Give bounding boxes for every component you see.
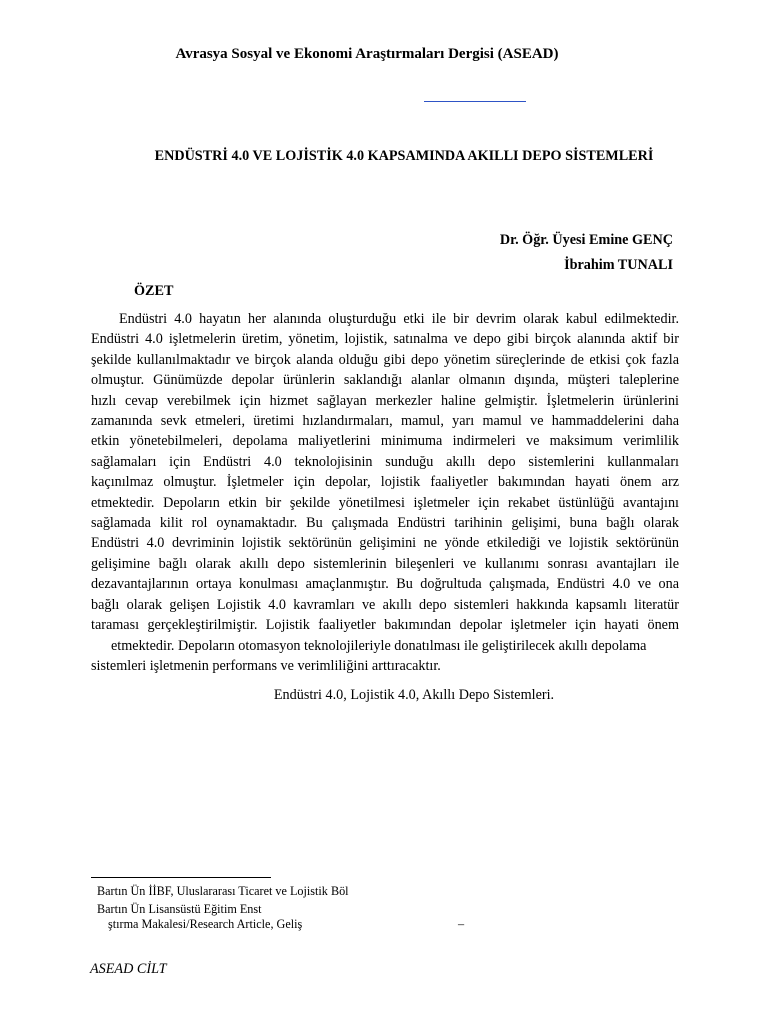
abstract-line: Endüstri 4.0 işletmelerin üretim, yönetim, lojistik, satınalma ve depo gibi birçok alanında aktif bir xyxy=(91,331,679,348)
journal-title: Avrasya Sosyal ve Ekonomi Araştırmaları Dergisi (ASEAD) xyxy=(175,46,559,62)
abstract-line: sağlamada kilit rol oynamaktadır. Bu çalışmada Endüstri tarihinin gelişimi, buna bağlı olarak xyxy=(91,515,679,532)
abstract-line: Endüstri 4.0 hayatın her alanında oluşturduğu etki ile bir devrim olarak kabul edilmektedir. xyxy=(119,311,679,327)
author-1: Dr. Öğr. Üyesi Emine GENÇ xyxy=(499,232,673,248)
abstract-line: dezavantajlarının ortaya konulması amaçlanmıştır. Bu doğrultuda çalışmada, Endüstri 4.0 ve ona xyxy=(91,576,679,593)
abstract-line: kaçınılmaz olmuştur. İşletmeler için depolar, lojistik faaliyetler bakımından hayati önem arz xyxy=(91,474,679,491)
abstract-line: sağlamaları için Endüstri 4.0 teknolojisinin sunduğu akıllı depo sistemlerini kullanmaları xyxy=(91,453,679,470)
article-title: ENDÜSTRİ 4.0 VE LOJİSTİK 4.0 KAPSAMINDA AKILLI DEPO SİSTEMLERİ xyxy=(154,148,654,164)
abstract-line: bağlı olarak gelişen Lojistik 4.0 kavramları ve akıllı depo sistemleri hakkında kapsamlı literatür xyxy=(91,596,679,613)
abstract-line: Endüstri 4.0 devriminin lojistik sektörünün gelişimini ne yönde etkilediği ve lojistik sektörünün xyxy=(91,535,679,552)
footnote-3: ştırma Makalesi/Research Article, Geliş xyxy=(108,917,303,931)
abstract-line: sistemleri işletmenin performans ve verimliliğini arttıracaktır. xyxy=(91,657,441,674)
abstract-line: etkin yönetebilmeleri, depolama maliyetlerini minimuma indirmeleri ve maksimum verimlilik xyxy=(91,433,679,450)
abstract-line: etmektedir. Depoların etkin bir şekilde yönetilmesi işletmeler için rekabet üstünlüğü avantajını xyxy=(91,494,679,511)
abstract-line: taraması gerçekleştirilmiştir. Lojistik faaliyetler bakımından depolar işletmeler için hayati önem xyxy=(91,617,679,634)
page-footer: ASEAD CİLT xyxy=(90,961,167,977)
footnote-2: Bartın Ün Lisansüstü Eğitim Enst xyxy=(97,902,262,916)
footnote-dash: – xyxy=(458,917,465,931)
abstract-line: gelişimine bağlı olarak akıllı depo sistemlerinin bileşenleri ve kullanımı sonrası avantajları ile xyxy=(91,555,679,572)
footnote-1: Bartın Ün İİBF, Uluslararası Ticaret ve Lojistik Böl xyxy=(97,884,349,898)
abstract-heading: ÖZET xyxy=(134,283,174,299)
header-link-rule xyxy=(424,101,526,102)
abstract-line: zamanında sevk etmeleri, üretimi hızlandırmaları, mamul, yarı mamul ve hammaddelerini daha xyxy=(91,413,679,430)
abstract-line: şekilde kullanılmaktadır ve birçok alanda olduğu gibi depo yönetim süreçlerinde de etkisi çok fazla xyxy=(91,351,679,368)
footnote-separator xyxy=(91,877,271,878)
abstract-body xyxy=(91,309,679,676)
abstract-line: hızlı cevap verebilmek için hizmet sağlayan merkezler haline gelmiştir. İşletmelerin ürünlerini xyxy=(91,392,679,409)
abstract-line: olmuştur. Günümüzde depolar ürünlerin saklandığı alanlar olmanın dışında, müşteri taleplerine xyxy=(91,372,679,389)
keywords: Endüstri 4.0, Lojistik 4.0, Akıllı Depo Sistemleri. xyxy=(273,687,555,703)
abstract-line: etmektedir. Depoların otomasyon teknolojileriyle donatılması ile geliştirilecek akıllı depolama xyxy=(111,637,647,654)
author-2: İbrahim TUNALI xyxy=(564,257,673,273)
